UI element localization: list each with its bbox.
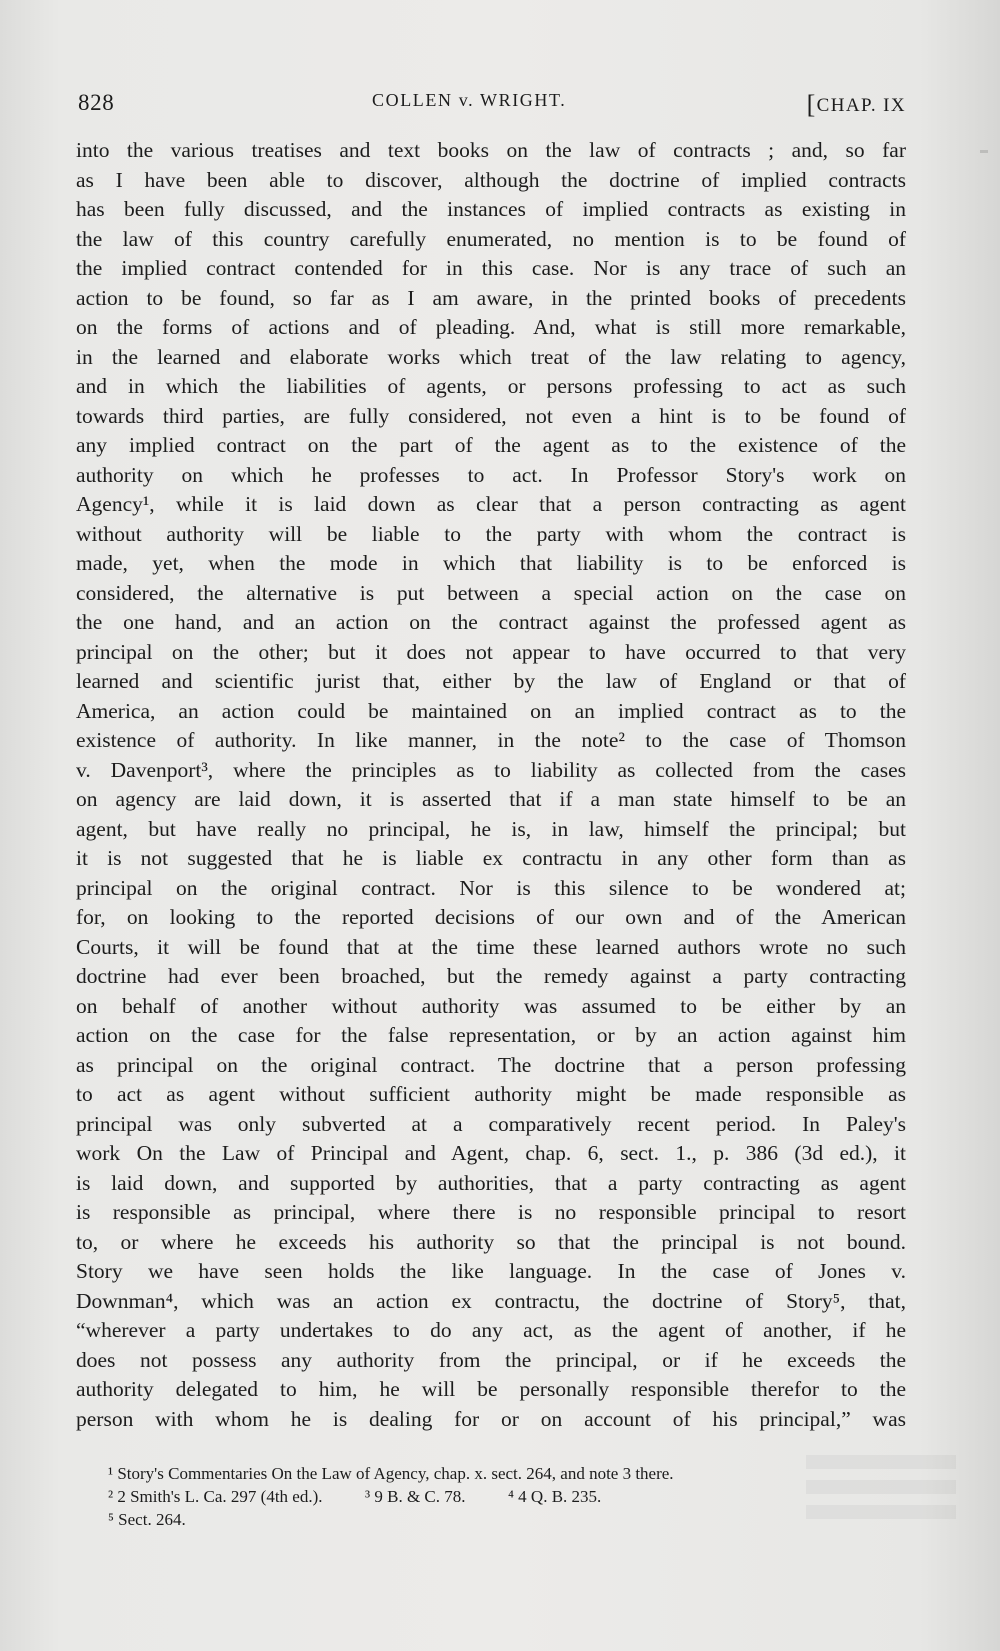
show-through-shadow xyxy=(806,1505,956,1519)
running-title: COLLEN v. WRIGHT. xyxy=(372,90,567,110)
text-line: on behalf of another without authority was assumed to be either by an xyxy=(76,993,906,1018)
text-line: has been fully discussed, and the instances of implied contracts as existing in xyxy=(76,197,906,221)
text-line: and in which the liabilities of agents, or persons professing to act as such xyxy=(76,374,906,398)
page-header xyxy=(78,86,906,118)
text-line: the one hand, and an action on the contract against the professed agent as xyxy=(76,610,906,634)
footnote-1: ¹ Story's Commentaries On the Law of Agency, chap. x. sect. 264, and note 3 there. xyxy=(108,1464,674,1483)
footnotes xyxy=(108,1462,908,1531)
text-line: learned and scientific jurist that, either by the law of England or that of xyxy=(76,669,906,693)
text-line: authority on which he professes to act. In Professor Story's work on xyxy=(76,462,906,487)
page-number: 828 xyxy=(78,90,115,115)
text-line: considered, the alternative is put between a special action on the case on xyxy=(76,580,906,605)
text-line: any implied contract on the part of the agent as to the existence of the xyxy=(76,433,906,457)
text-line: America, an action could be maintained on an implied contract as to the xyxy=(76,698,906,723)
chapter-label: CHAP. IX xyxy=(816,95,906,116)
chapter-reference xyxy=(807,88,906,118)
text-line: doctrine had ever been broached, but the remedy against a party contracting xyxy=(76,964,906,988)
text-line: the law of this country carefully enumerated, no mention is to be found of xyxy=(76,226,906,251)
chapter-bracket: [ xyxy=(806,90,817,119)
footnote-5: ⁵ Sect. 264. xyxy=(108,1510,186,1529)
text-line: it is not suggested that he is liable ex contractu in any other form than as xyxy=(76,846,906,870)
text-line: action on the case for the false representation, or by an action against him xyxy=(76,1023,906,1047)
text-line: into the various treatises and text books on the law of contracts ; and, so far xyxy=(76,138,906,162)
text-line: Courts, it will be found that at the time these learned authors wrote no such xyxy=(76,934,906,959)
text-line: made, yet, when the mode in which that liability is to be enforced is xyxy=(76,551,906,575)
text-line: principal on the original contract. Nor is this silence to be wondered at; xyxy=(76,875,906,900)
text-line: work On the Law of Principal and Agent, chap. 6, sect. 1., p. 386 (3d ed.), it xyxy=(76,1141,906,1165)
text-line: Downman⁴, which was an action ex contractu, the doctrine of Story⁵, that, xyxy=(76,1288,906,1313)
text-line: in the learned and elaborate works which treat of the law relating to agency, xyxy=(76,344,906,369)
show-through-shadow xyxy=(806,1480,956,1494)
text-line: Story we have seen holds the like language. In the case of Jones v. xyxy=(76,1259,906,1283)
show-through-shadow xyxy=(806,1455,956,1469)
text-line: existence of authority. In like manner, in the note² to the case of Thomson xyxy=(76,728,906,752)
text-line: principal was only subverted at a comparatively recent period. In Paley's xyxy=(76,1111,906,1136)
text-line: to act as agent without sufficient authority might be made responsible as xyxy=(76,1082,906,1106)
text-line: as principal on the original contract. The doctrine that a person professing xyxy=(76,1052,906,1077)
text-line: Agency¹, while it is laid down as clear that a person contracting as agent xyxy=(76,492,906,516)
text-line: is responsible as principal, where there is no responsible principal to resort xyxy=(76,1200,906,1224)
text-line: principal on the other; but it does not appear to have occurred to that very xyxy=(76,639,906,664)
text-line: person with whom he is dealing for or on account of his principal,” was xyxy=(76,1406,906,1431)
text-line: authority delegated to him, he will be personally responsible therefor to the xyxy=(76,1377,906,1401)
text-line: v. Davenport³, where the principles as to liability as collected from the cases xyxy=(76,757,906,782)
text-line: is laid down, and supported by authorities, that a party contracting as agent xyxy=(76,1170,906,1195)
text-line: does not possess any authority from the principal, or if he exceeds the xyxy=(76,1347,906,1372)
text-line: on the forms of actions and of pleading. And, what is still more remarkable, xyxy=(76,315,906,339)
text-line: action to be found, so far as I am aware, in the printed books of precedents xyxy=(76,285,906,310)
text-line: on agency are laid down, it is asserted that if a man state himself to be an xyxy=(76,787,906,811)
footnote-2-3-4: ² 2 Smith's L. Ca. 297 (4th ed.). ³ 9 B. & C. 78. ⁴ 4 Q. B. 235. xyxy=(108,1487,602,1506)
page-edge-mark xyxy=(980,150,988,153)
text-line: to, or where he exceeds his authority so that the principal is not bound. xyxy=(76,1229,906,1254)
text-line: towards third parties, are fully considered, not even a hint is to be found of xyxy=(76,403,906,428)
text-line: “wherever a party undertakes to do any act, as the agent of another, if he xyxy=(76,1318,906,1342)
text-line: without authority will be liable to the party with whom the contract is xyxy=(76,521,906,546)
text-line: agent, but have really no principal, he is, in law, himself the principal; but xyxy=(76,816,906,841)
text-line: as I have been able to discover, although the doctrine of implied contracts xyxy=(76,167,906,192)
text-line: for, on looking to the reported decisions of our own and of the American xyxy=(76,905,906,929)
text-line: the implied contract contended for in this case. Nor is any trace of such an xyxy=(76,256,906,280)
body-text xyxy=(76,136,906,1434)
